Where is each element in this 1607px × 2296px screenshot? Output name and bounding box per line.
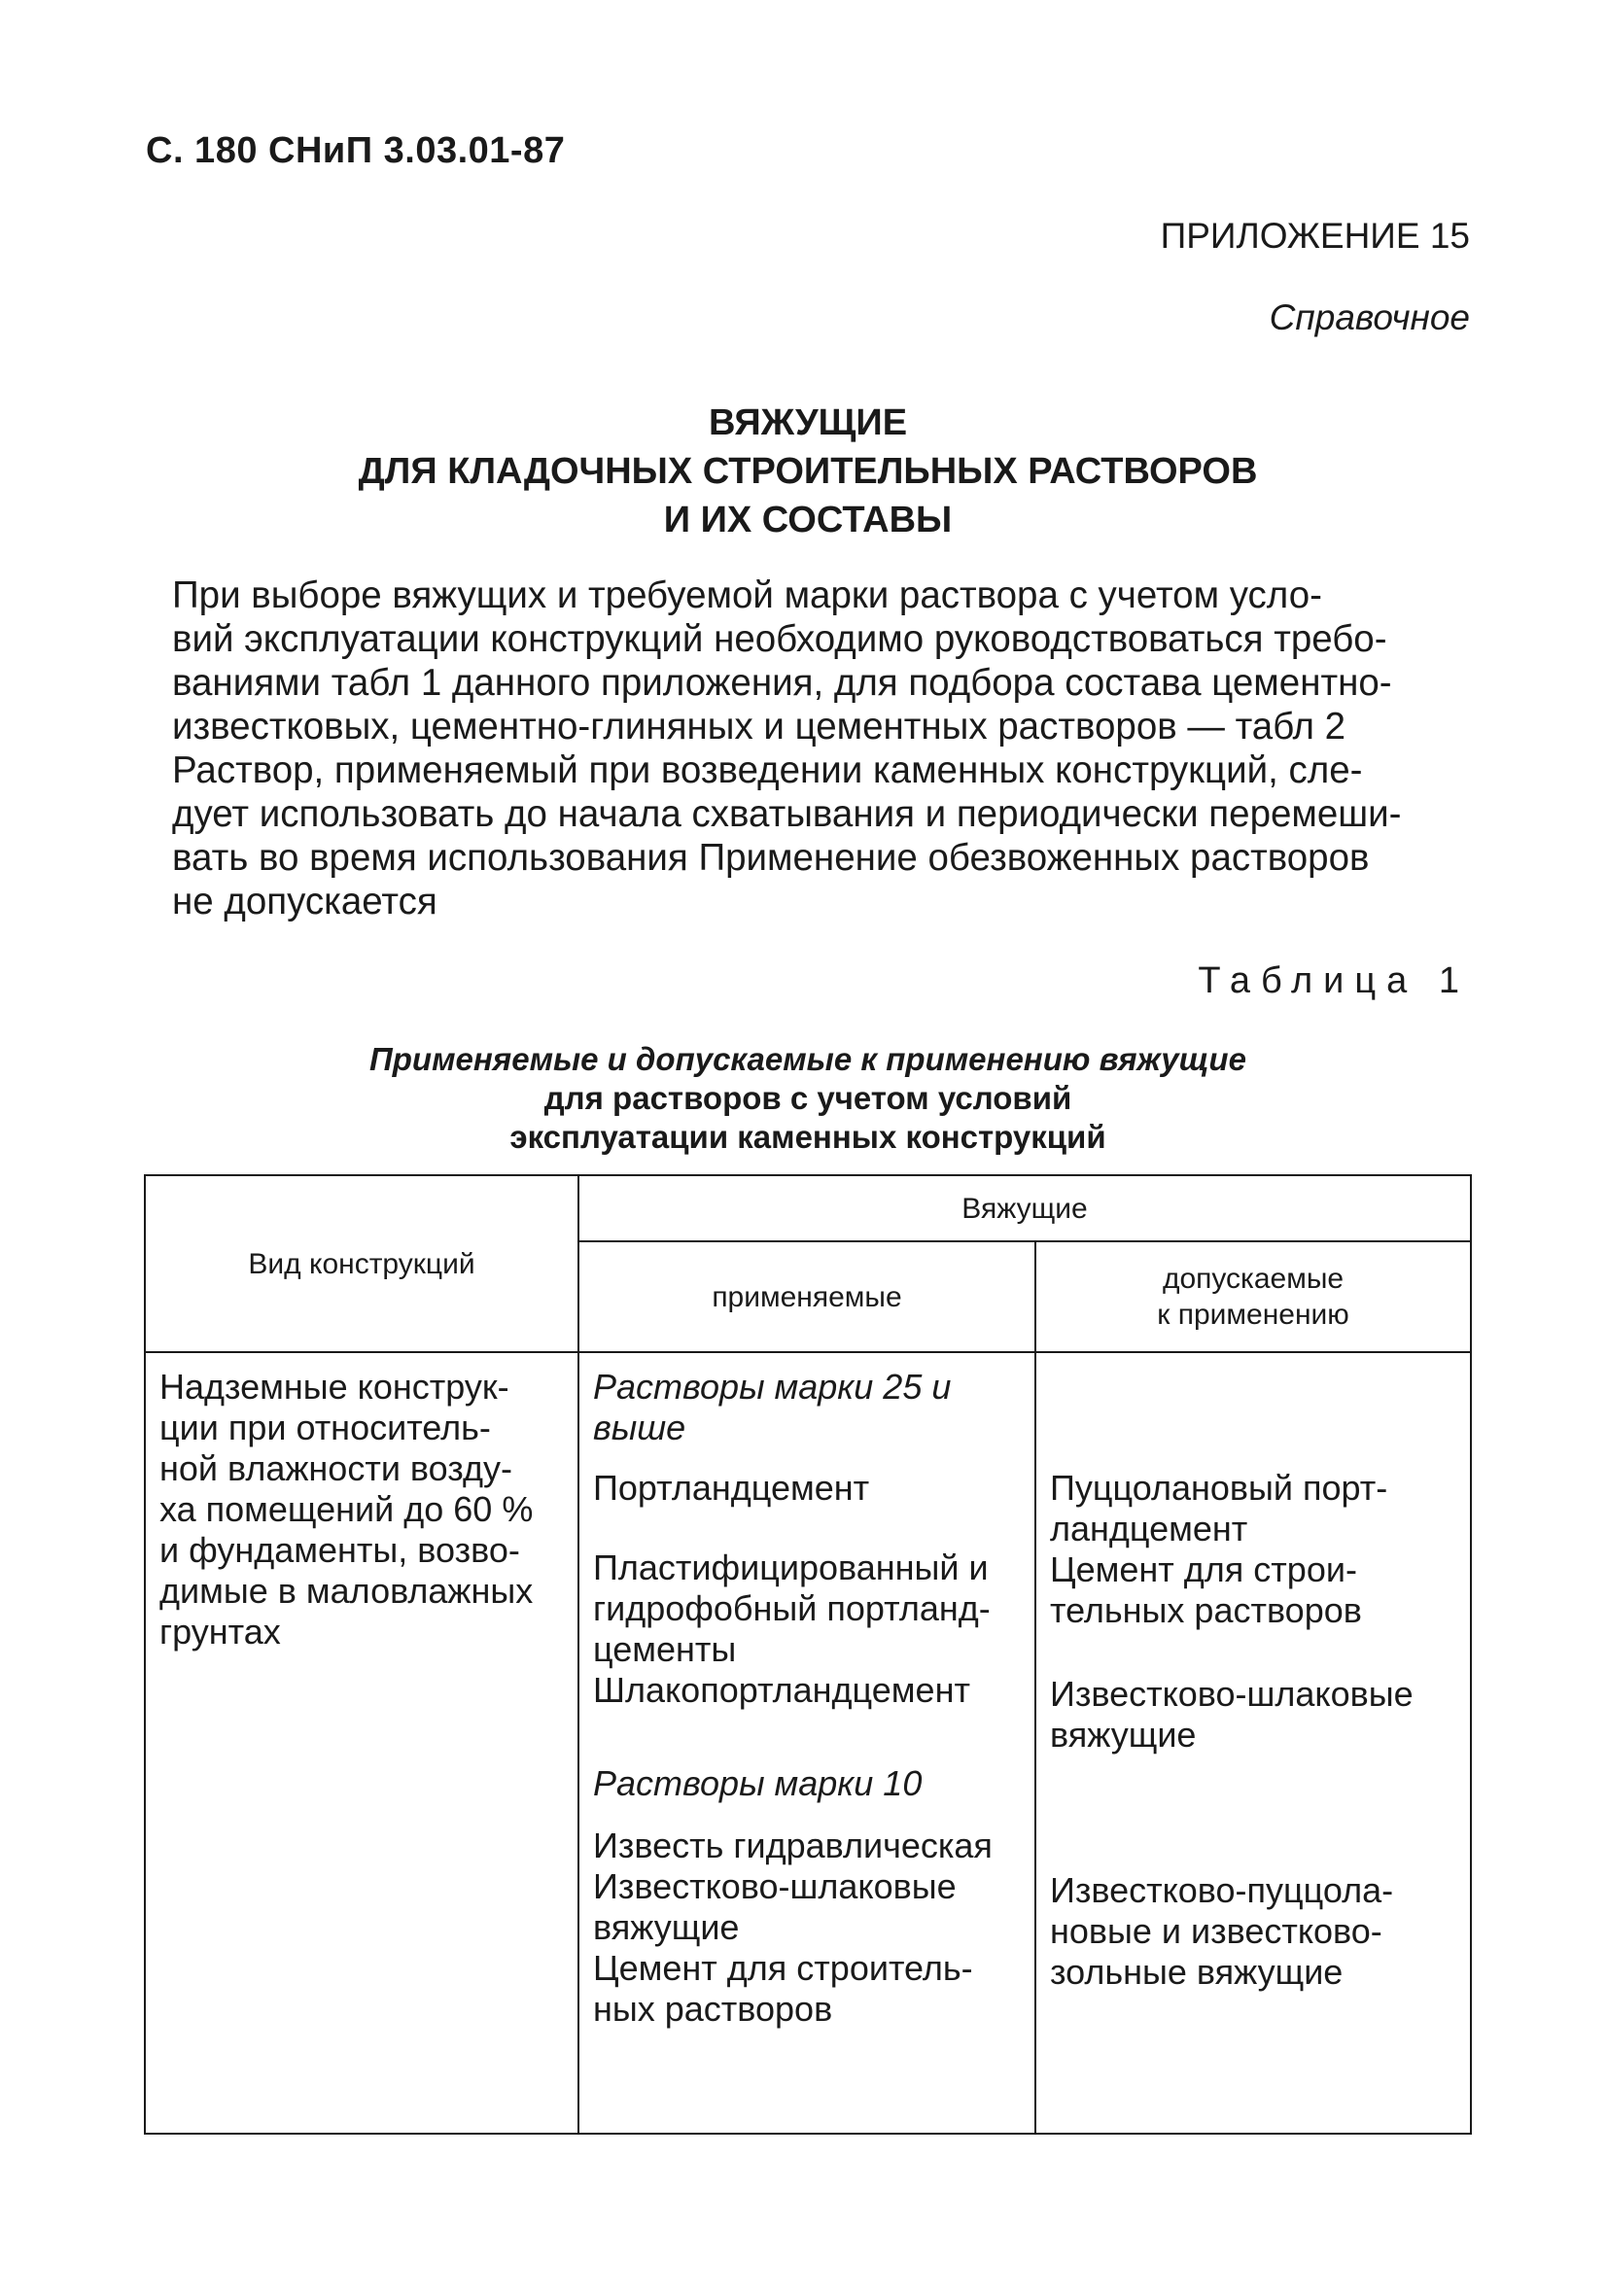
text-line: Раствор, применяемый при возведении каменных конструкций, сле-	[172, 749, 1363, 791]
cell-line: Надземные конструк-	[159, 1367, 509, 1407]
cell-line: Растворы марки 10	[593, 1763, 923, 1803]
header-allowed-line: к применению	[1157, 1299, 1349, 1331]
cell-line: зольные вяжущие	[1050, 1952, 1344, 1992]
header-construction-type: Вид конструкций	[145, 1175, 578, 1352]
cell-line: Портландцемент	[593, 1468, 870, 1508]
cell-line: и фундаменты, возво-	[159, 1530, 520, 1570]
text-line: дует использовать до начала схватывания и периодически перемеши-	[172, 793, 1402, 835]
header-allowed	[1035, 1241, 1471, 1352]
caption-line: эксплуатации каменных конструкций	[509, 1119, 1106, 1155]
cell-line: ландцемент	[1050, 1509, 1248, 1548]
appendix-type: Справочное	[1269, 297, 1470, 337]
allowed-binder-list-grade-10	[1050, 1870, 1458, 1993]
text-line: вий эксплуатации конструкций необходимо руководствоваться требо-	[172, 618, 1387, 660]
cell-line: Известково-пуццола-	[1050, 1870, 1394, 1910]
used-binder-item	[593, 1468, 1023, 1509]
allowed-binder-item	[1050, 1674, 1458, 1756]
text-line: вать во время использования Применение обезвоженных растворов	[172, 837, 1370, 879]
paragraph-2	[172, 748, 1470, 923]
used-binder-list-grade-10	[593, 1826, 1023, 2030]
used-binder-item	[593, 1548, 1023, 1670]
caption-line: для растворов с учетом условий	[543, 1080, 1072, 1116]
document-title	[146, 399, 1470, 544]
paragraph-1	[172, 574, 1470, 748]
table-label: Таблица 1	[1198, 960, 1470, 1001]
cell-line: Известково-шлаковые	[593, 1866, 957, 1906]
text-line: ваниями табл 1 данного приложения, для подбора состава цементно-	[172, 662, 1392, 704]
cell-line: Известково-шлаковые	[1050, 1674, 1414, 1714]
binders-table	[144, 1174, 1472, 2135]
cell-line: вяжущие	[593, 1907, 740, 1947]
text-line: не допускается	[172, 881, 437, 922]
cell-line: Шлакопортландцемент	[593, 1670, 970, 1710]
allowed-binder-item	[1050, 1468, 1458, 1549]
used-binder-item	[593, 1670, 1023, 1711]
cell-line: ции при относитель-	[159, 1408, 491, 1447]
cell-line: Растворы марки 25 и	[593, 1367, 952, 1407]
cell-line: Пластифицированный и	[593, 1548, 989, 1587]
table-caption	[146, 1040, 1470, 1157]
header-used: применяемые	[578, 1241, 1035, 1352]
caption-line: Применяемые и допускаемые к применению вяжущие	[369, 1041, 1246, 1077]
cell-line: ной влажности возду-	[159, 1448, 512, 1488]
header-allowed-line: допускаемые	[1162, 1263, 1345, 1295]
cell-line: вяжущие	[1050, 1715, 1197, 1755]
cell-line: ха помещений до 60 %	[159, 1489, 534, 1529]
grade-25-heading	[593, 1367, 1023, 1448]
text-line: При выборе вяжущих и требуемой марки раствора с учетом усло-	[172, 574, 1322, 616]
title-line: ВЯЖУЩИЕ	[708, 402, 908, 443]
title-line: ДЛЯ КЛАДОЧНЫХ СТРОИТЕЛЬНЫХ РАСТВОРОВ	[358, 451, 1258, 492]
cell-allowed-binders	[1035, 1352, 1471, 2134]
cell-line: грунтах	[159, 1612, 281, 1652]
grade-10-heading	[593, 1763, 1023, 1804]
cell-used-binders	[578, 1352, 1035, 2134]
cell-line: ных растворов	[593, 1989, 833, 2029]
page-header: С. 180 СНиП 3.03.01-87	[146, 130, 566, 171]
cell-line: выше	[593, 1408, 686, 1447]
text-line: известковых, цементно-глиняных и цементных растворов — табл 2	[172, 706, 1346, 748]
cell-line: цементы	[593, 1629, 737, 1669]
cell-line: гидрофобный портланд-	[593, 1588, 991, 1628]
allowed-binder-item	[1050, 1549, 1458, 1631]
cell-line: Цемент для строитель-	[593, 1948, 973, 1988]
cell-line: Цемент для строи-	[1050, 1549, 1357, 1589]
cell-line: тельных растворов	[1050, 1590, 1362, 1630]
cell-line: Пуццолановый порт-	[1050, 1468, 1388, 1508]
cell-construction-type	[145, 1352, 578, 2134]
cell-line: димые в маловлажных	[159, 1571, 534, 1611]
cell-line: новые и известково-	[1050, 1911, 1382, 1951]
title-line: И ИХ СОСТАВЫ	[663, 500, 953, 540]
cell-line: Известь гидравлическая	[593, 1826, 993, 1865]
header-binders: Вяжущие	[578, 1175, 1471, 1241]
appendix-label: ПРИЛОЖЕНИЕ 15	[1160, 216, 1470, 256]
